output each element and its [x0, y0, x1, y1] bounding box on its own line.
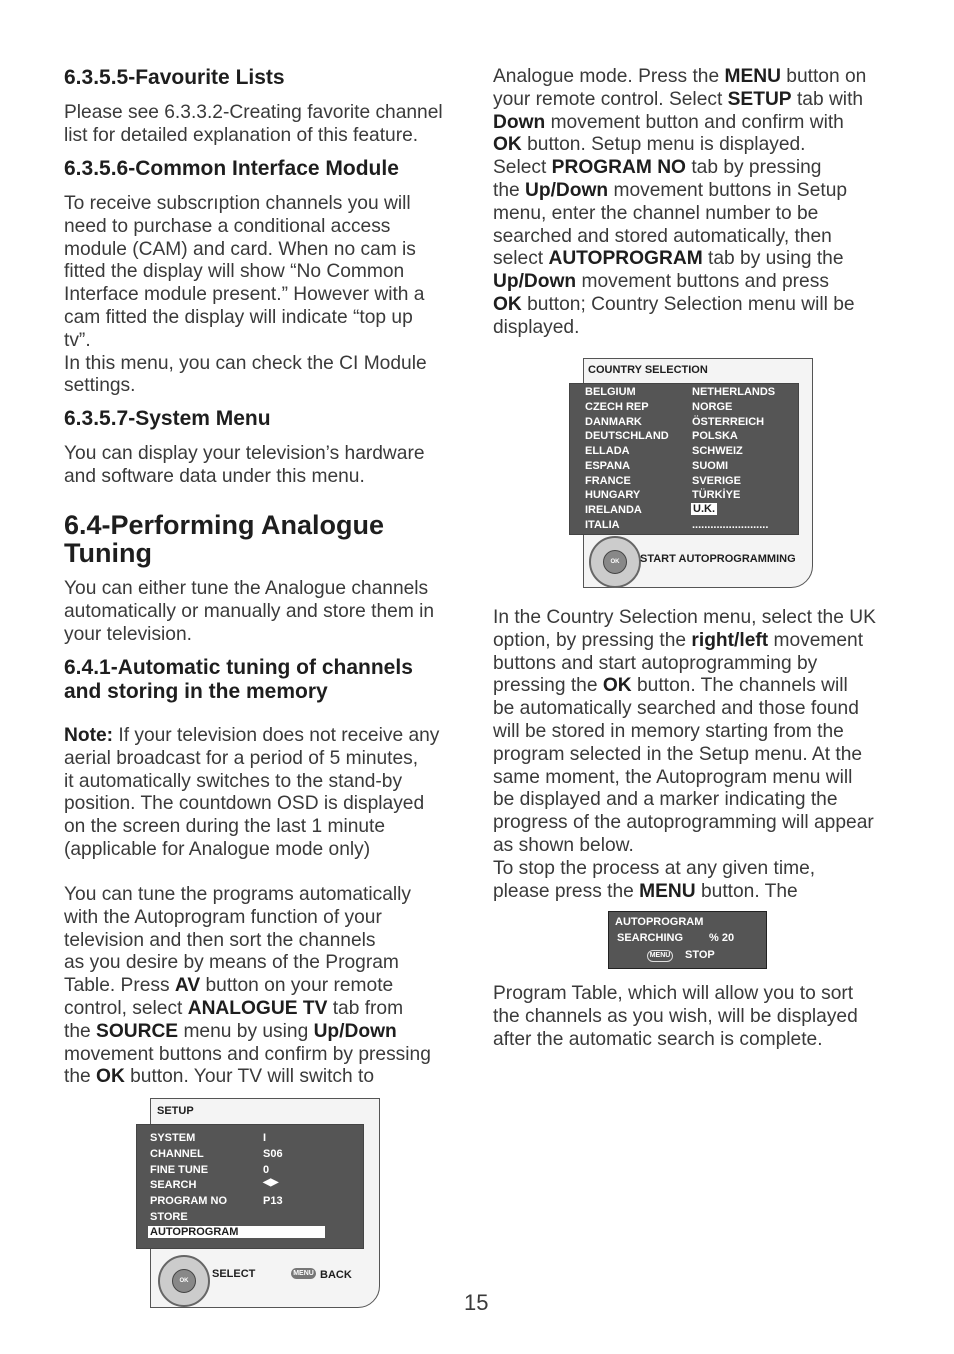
country-list	[569, 383, 799, 535]
remote-dpad-icon	[589, 536, 641, 588]
country-item: .........................	[692, 519, 769, 531]
setup-value: P13	[263, 1195, 283, 1207]
setup-label-selected: AUTOPROGRAM	[148, 1226, 325, 1238]
setup-label: SEARCH	[150, 1179, 197, 1191]
country-osd-title: COUNTRY SELECTION	[588, 364, 708, 376]
setup-value: ◀▶	[263, 1177, 279, 1188]
country-item: FRANCE	[585, 475, 631, 487]
automatic-tuning-heading: 6.4.1-Automatic tuning of channels and storing in the memory	[64, 656, 413, 703]
setup-back-label: BACK	[320, 1269, 352, 1281]
country-item: SUOMI	[692, 460, 729, 472]
country-item: ELLADA	[585, 445, 630, 457]
favourite-lists-text: Please see 6.3.3.2-Creating favorite channel list for detailed explanation of this feature.	[64, 102, 443, 146]
setup-label: PROGRAM NO	[150, 1195, 227, 1207]
analogue-tuning-heading: 6.4-Performing Analogue Tuning	[64, 510, 385, 568]
setup-label: SYSTEM	[150, 1132, 196, 1144]
country-item: NETHERLANDS	[692, 386, 776, 398]
stop-label: STOP	[685, 949, 715, 961]
favourite-lists-heading: 6.3.5.5-Favourite Lists	[64, 66, 285, 89]
setup-label: STORE	[150, 1211, 188, 1223]
setup-label: CHANNEL	[150, 1148, 204, 1160]
note-paragraph: Note: If your television does not receive any aerial broadcast for a period of 5 minutes, it automatically switches to the stand-by position. The countdown OSD is displayed on the screen during the last 1 minute (applicable for Analogue mode only)	[64, 725, 440, 860]
country-item: IRELANDA	[585, 504, 642, 516]
country-item: DANMARK	[585, 416, 642, 428]
country-item: BELGIUM	[585, 386, 636, 398]
common-interface-heading: 6.3.5.6-Common Interface Module	[64, 157, 399, 180]
setup-osd-title: SETUP	[157, 1105, 194, 1117]
menu-button-icon: MENU	[291, 1268, 316, 1279]
country-item: SCHWEIZ	[692, 445, 743, 457]
setup-value: I	[263, 1132, 267, 1144]
country-item: POLSKA	[692, 430, 738, 442]
setup-label: FINE TUNE	[150, 1164, 209, 1176]
country-item: ESPANA	[585, 460, 631, 472]
country-item: TÜRKİYE	[692, 489, 741, 501]
setup-select-label: SELECT	[212, 1268, 256, 1280]
menu-button-icon: MENU	[647, 950, 673, 962]
autoprogram-osd	[608, 911, 767, 969]
system-menu-heading: 6.3.5.7-System Menu	[64, 407, 271, 430]
country-selection-paragraph: In the Country Selection menu, select the UK option, by pressing the right/left movement buttons and start autoprogramming by pressing the OK button. The channels will be automatically searched and those found will be stored in memory starting from the program selected in the Setup menu. At the same moment, the Autoprogram menu will be displayed and a marker indicating the progress of the autoprogramming will appear as shown below. To stop the process at any given time, please press the MENU button. The	[493, 607, 876, 902]
remote-dpad-icon	[158, 1255, 210, 1307]
tune-programs-paragraph: You can tune the programs automatically with the Autoprogram function of your television and then sort the channels as you desire by means of the Program Table. Press AV button on your remote control, select ANALOGUE TV tab from the SOURCE menu by using Up/Down movement buttons and confirm by pressing the OK button. Your TV will switch to	[64, 884, 431, 1088]
analogue-tuning-text: You can either tune the Analogue channels automatically or manually and store them in your television.	[64, 578, 435, 645]
country-item: SVERIGE	[692, 475, 741, 487]
country-item: ITALIA	[585, 519, 620, 531]
setup-value: 0	[263, 1164, 270, 1176]
setup-osd-menu	[136, 1124, 364, 1249]
start-autoprogramming-label: START AUTOPROGRAMMING	[640, 553, 796, 565]
country-item: NORGE	[692, 401, 733, 413]
country-item: DEUTSCHLAND	[585, 430, 669, 442]
country-item: HUNGARY	[585, 489, 641, 501]
system-menu-text: You can display your television’s hardware and software data under this menu.	[64, 443, 425, 487]
common-interface-text: To receive subscrıption channels you will need to purchase a conditional access module (CAM) and card. When no cam is fitted the display will show “No Common Interface module present.” However with a cam fitted the display will indicate “top up tv”. In this menu, you can check the CI Module settings.	[64, 193, 427, 397]
country-item-selected: U.K.	[693, 503, 715, 515]
page-number: 15	[464, 1290, 489, 1315]
searching-percent: % 20	[709, 932, 735, 944]
country-item: CZECH REP	[585, 401, 649, 413]
searching-label: SEARCHING	[617, 932, 684, 944]
ok-button-icon: OK	[603, 550, 627, 574]
setup-instructions-paragraph: Analogue mode. Press the MENU button on your remote control. Select SETUP tab with Down movement button and confirm with OK button. Setup menu is displayed. Select PROGRAM NO tab by pressing the Up/Down movement buttons in Setup menu, enter the channel number to be searched and stored automatically, then select AUTOPROGRAM tab by using the Up/Down movement buttons and press OK button; Country Selection menu will be displayed.	[493, 66, 867, 338]
autoprogram-title: AUTOPROGRAM	[615, 916, 704, 928]
setup-value: S06	[263, 1148, 283, 1160]
country-item: ÖSTERREICH	[692, 416, 765, 428]
program-table-paragraph: Program Table, which will allow you to sort the channels as you wish, will be displayed after the automatic search is complete.	[493, 983, 858, 1050]
ok-button-icon: OK	[172, 1269, 196, 1293]
